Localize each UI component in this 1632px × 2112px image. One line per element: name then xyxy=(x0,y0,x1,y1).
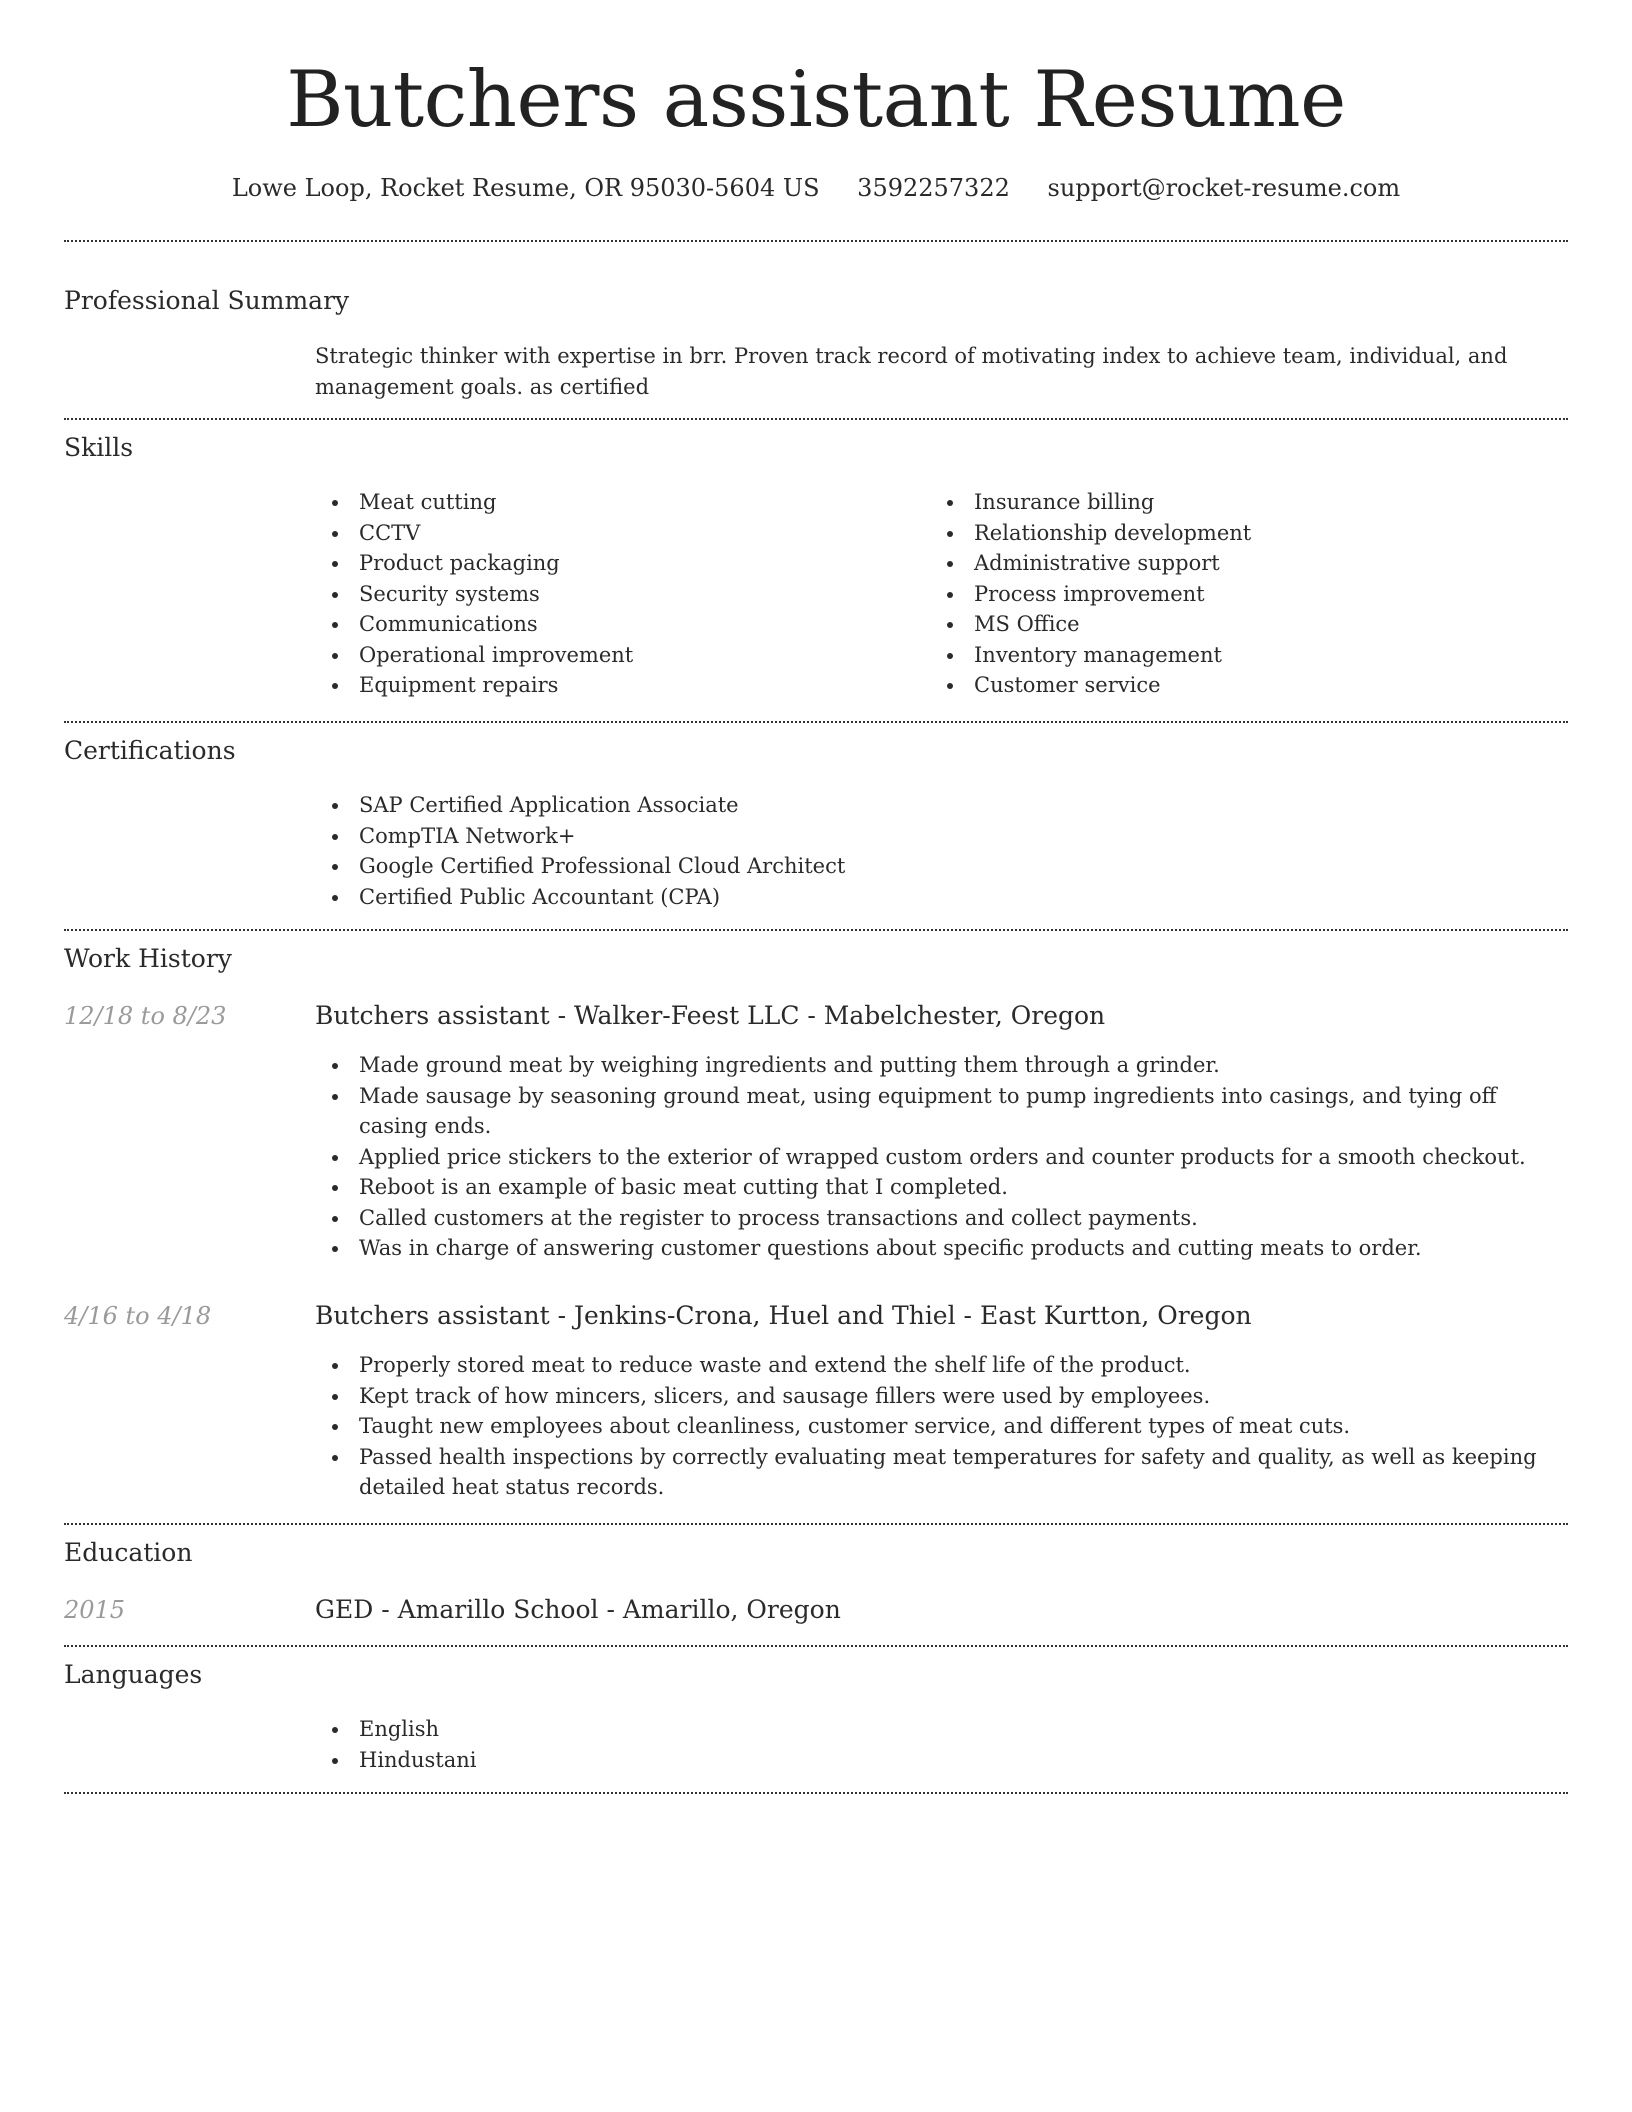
skill-item: Customer service xyxy=(930,670,1530,701)
languages-list xyxy=(315,1714,1515,1775)
education-year: 2015 xyxy=(64,1596,126,1624)
skill-item: Meat cutting xyxy=(315,487,915,518)
summary-text: Strategic thinker with expertise in brr. Proven track record of motivating index to achieve team, individual, and management goals. as certified xyxy=(315,344,1508,399)
contact-email: support@rocket-resume.com xyxy=(1047,174,1401,202)
language-item: English xyxy=(315,1714,1515,1745)
certification-item: Certified Public Accountant (CPA) xyxy=(315,882,1515,913)
section-divider xyxy=(64,721,1568,723)
certification-item: SAP Certified Application Associate xyxy=(315,790,1515,821)
section-divider xyxy=(64,1792,1568,1794)
summary-heading: Professional Summary xyxy=(64,286,350,315)
skills-list-right xyxy=(930,487,1530,701)
skill-item: Inventory management xyxy=(930,640,1530,671)
skill-item: Communications xyxy=(315,609,915,640)
skill-item: Operational improvement xyxy=(315,640,915,671)
skills-list-left xyxy=(315,487,915,701)
job-bullet: Called customers at the register to process transactions and collect payments. xyxy=(315,1203,1568,1234)
resume-title: Butchers assistant Resume xyxy=(286,55,1346,145)
education-heading: Education xyxy=(64,1538,193,1567)
skill-item: Equipment repairs xyxy=(315,670,915,701)
job-bullet: Made sausage by seasoning ground meat, using equipment to pump ingredients into casings, and tying off casing ends. xyxy=(315,1081,1568,1142)
skill-item: Product packaging xyxy=(315,548,915,579)
section-divider xyxy=(64,1645,1568,1647)
contact-line xyxy=(64,170,1568,206)
skills-heading: Skills xyxy=(64,433,134,462)
contact-address: Lowe Loop, Rocket Resume, OR 95030-5604 US xyxy=(231,174,820,202)
job-dates: 4/16 to 4/18 xyxy=(64,1302,212,1330)
section-divider xyxy=(64,1523,1568,1525)
education-entry: GED - Amarillo School - Amarillo, Oregon xyxy=(315,1595,841,1624)
certifications-list xyxy=(315,790,1515,912)
language-item: Hindustani xyxy=(315,1745,1515,1776)
skill-item: Process improvement xyxy=(930,579,1530,610)
languages-heading: Languages xyxy=(64,1660,203,1689)
certification-item: CompTIA Network+ xyxy=(315,821,1515,852)
skill-item: MS Office xyxy=(930,609,1530,640)
job-bullets xyxy=(315,1350,1568,1503)
job-bullet: Passed health inspections by correctly evaluating meat temperatures for safety and quality, as well as keeping detailed heat status records. xyxy=(315,1442,1568,1503)
job-bullet: Reboot is an example of basic meat cutting that I completed. xyxy=(315,1172,1568,1203)
work-history-heading: Work History xyxy=(64,944,232,973)
certifications-heading: Certifications xyxy=(64,736,236,765)
job-bullet: Taught new employees about cleanliness, customer service, and different types of meat cuts. xyxy=(315,1411,1568,1442)
skill-item: Insurance billing xyxy=(930,487,1530,518)
job-bullet: Kept track of how mincers, slicers, and sausage fillers were used by employees. xyxy=(315,1381,1568,1412)
skill-item: Relationship development xyxy=(930,518,1530,549)
job-title: Butchers assistant - Walker-Feest LLC - Mabelchester, Oregon xyxy=(315,1001,1106,1030)
job-bullets xyxy=(315,1050,1568,1264)
job-bullet: Applied price stickers to the exterior of wrapped custom orders and counter products for a smooth checkout. xyxy=(315,1142,1568,1173)
job-title: Butchers assistant - Jenkins-Crona, Huel and Thiel - East Kurtton, Oregon xyxy=(315,1301,1252,1330)
skill-item: Security systems xyxy=(315,579,915,610)
job-dates: 12/18 to 8/23 xyxy=(64,1002,227,1030)
skill-item: CCTV xyxy=(315,518,915,549)
job-bullet: Properly stored meat to reduce waste and extend the shelf life of the product. xyxy=(315,1350,1568,1381)
contact-phone: 3592257322 xyxy=(857,174,1010,202)
section-divider xyxy=(64,240,1568,242)
skill-item: Administrative support xyxy=(930,548,1530,579)
certification-item: Google Certified Professional Cloud Architect xyxy=(315,851,1515,882)
job-bullet: Made ground meat by weighing ingredients and putting them through a grinder. xyxy=(315,1050,1568,1081)
section-divider xyxy=(64,929,1568,931)
job-bullet: Was in charge of answering customer questions about specific products and cutting meats to order. xyxy=(315,1233,1568,1264)
section-divider xyxy=(64,418,1568,420)
